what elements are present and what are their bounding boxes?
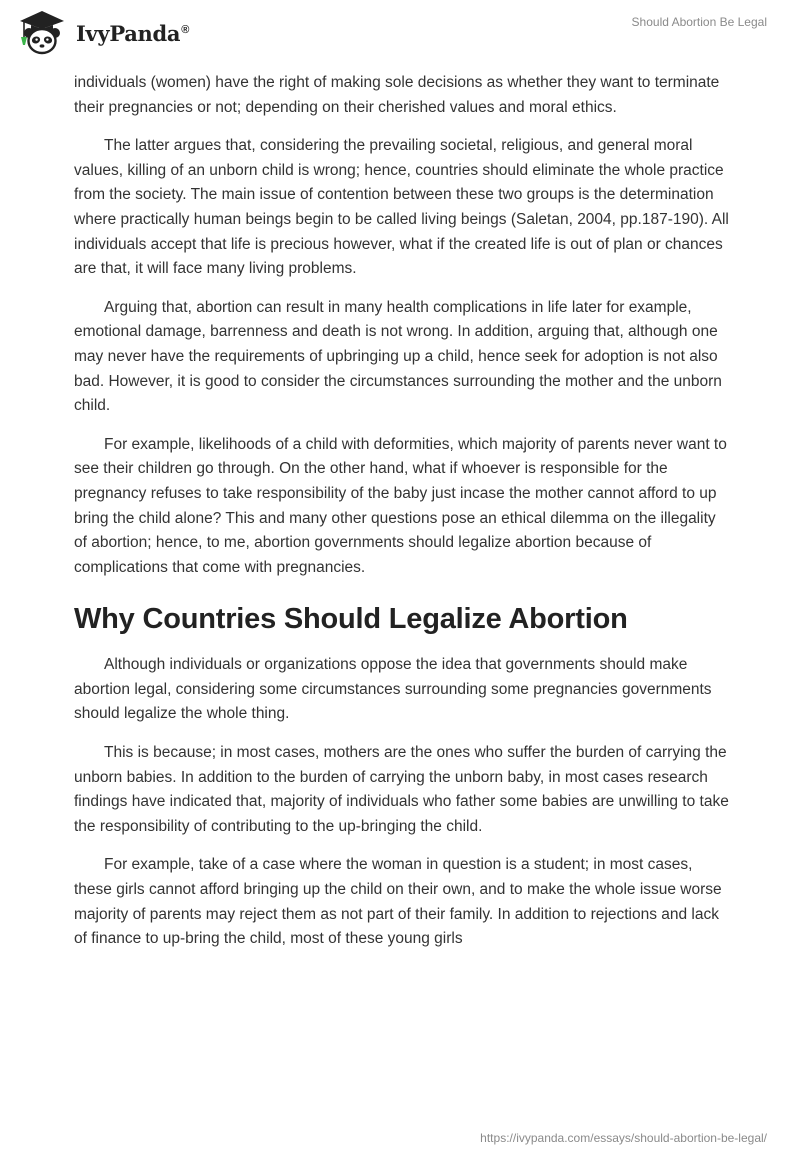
brand-logo[interactable] — [14, 7, 189, 57]
page-header — [0, 0, 800, 70]
paragraph-3: Arguing that, abortion can result in many health complications in life later for example, emotional damage, barrenness and death is not wrong. In addition, arguing that, although one may never have the requirements of upbringing up a child, hence seek for adoption is not also bad. However, it is good to consider the circumstances surrounding the mother and the unborn child. — [74, 298, 722, 415]
paragraph-7: For example, take of a case where the woman in question is a student; in most cases, these girls cannot afford bringing up the child on their own, and to make the whole issue worse majority of parents may reject them as not part of their family. In addition to rejections and lack of finance to up-bring the child, most of these young girls — [74, 856, 722, 948]
paragraph-6: This is because; in most cases, mothers are the ones who suffer the burden of carrying the unborn babies. In addition to the burden of carrying the unborn baby, in most cases research findings have indicated that, majority of individuals who father some babies are unwilling to take the responsibility of contributing to the up-bringing the child. — [74, 744, 729, 835]
source-url[interactable]: https://ivypanda.com/essays/should-abortion-be-legal/ — [480, 1131, 767, 1145]
paragraph-2: The latter argues that, considering the prevailing societal, religious, and general moral values, killing of an unborn child is wrong; hence, countries should eliminate the whole practice from the society. The main issue of contention between these two groups is the determination where practically human beings begin to be called living beings (Saletan, 2004, pp.187-190). All individuals accept that life is precious however, what if the created life is out of plan or chances are that, it will face many living problems. — [74, 137, 729, 278]
brand-name — [76, 21, 189, 46]
document-title: Should Abortion Be Legal — [631, 15, 767, 29]
brand-name-text: IvyPanda — [76, 20, 181, 46]
paragraph-4: For example, likelihoods of a child with deformities, which majority of parents never want to see their children go through. On the other hand, what if whoever is responsible for the pregnancy refuses to take responsibility of the baby just incase the mother cannot afford to up bring the child alone? This and many other questions pose an ethical dilemma on the illegality of abortion; hence, to me, abortion governments should legalize abortion because of complications that come with pregnancies. — [74, 435, 727, 576]
essay-content — [74, 71, 730, 966]
paragraph-1: individuals (women) have the right of making sole decisions as whether they want to terminate their pregnancies or not; depending on their cherished values and moral ethics. — [74, 74, 720, 116]
panda-graduation-icon — [14, 7, 70, 57]
paragraph-5: Although individuals or organizations oppose the idea that governments should make abortion legal, considering some circumstances surrounding some pregnancies governments should legalize the whole thing. — [74, 656, 712, 723]
registered-mark: ® — [181, 23, 190, 36]
section-heading: Why Countries Should Legalize Abortion — [74, 603, 628, 636]
